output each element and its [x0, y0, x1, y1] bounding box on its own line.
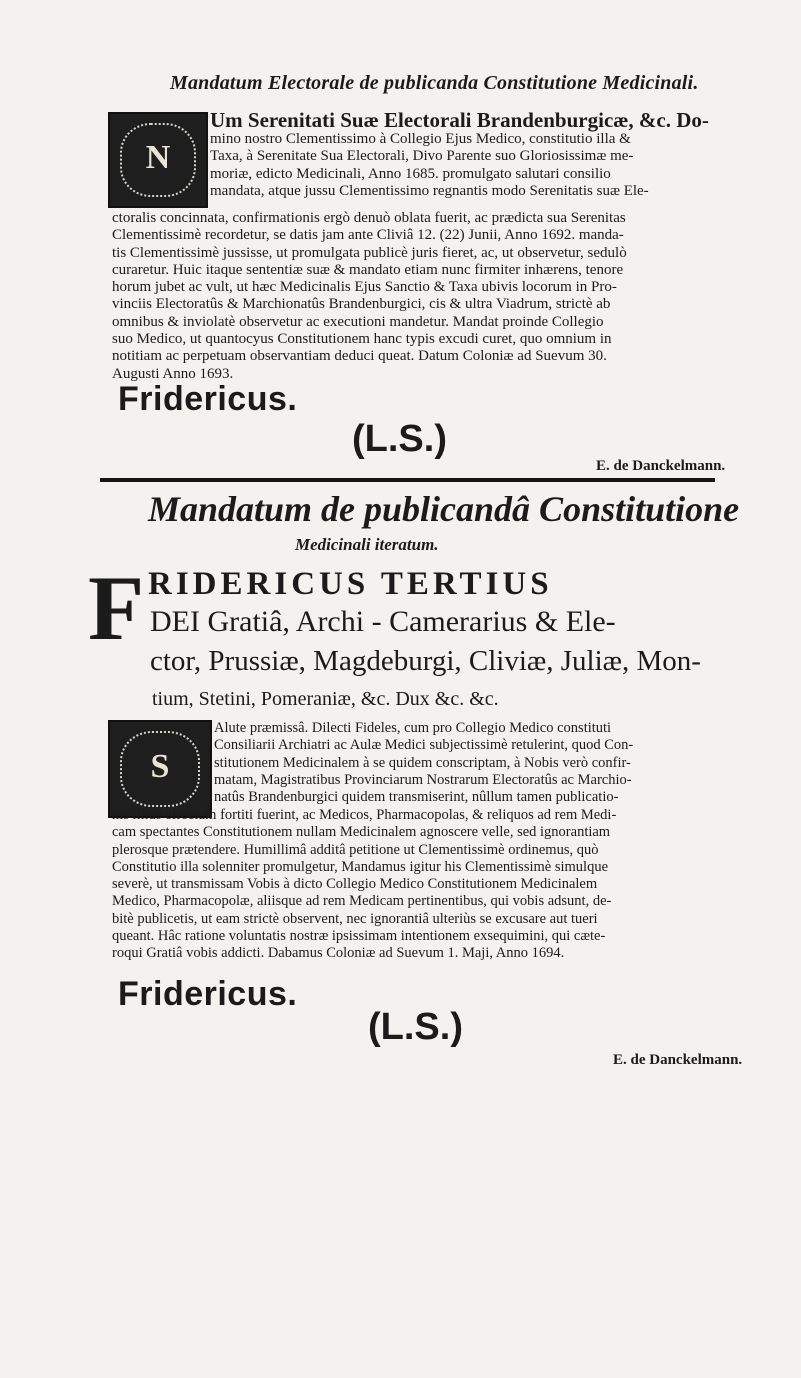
text-line: Augusti Anno 1693.	[112, 365, 234, 382]
text-line: natûs Brandenburgici quidem transmiserint, nûllum tamen publicatio-	[214, 789, 619, 806]
second-mandate-subtitle: Medicinali iteratum.	[295, 535, 439, 554]
initial-letter: S	[150, 748, 170, 786]
text-line: Constitutio illa solenniter promulgetur, Mandamus igitur his Clementissimè simulque	[112, 858, 609, 875]
ruler-style-line-3: tium, Stetini, Pomeraniæ, &c. Dux &c. &c.	[152, 688, 499, 710]
text-line: Medico, Pharmacopolæ, aliisque ad rem Medicam pertinentibus, qui vobis adsunt, de-	[112, 893, 612, 910]
text-line: suo Medico, ut quantocyus Constitutionem hanc typis excudi curet, quo omnium in	[112, 331, 612, 348]
signature-fridericus: Fridericus.	[118, 975, 298, 1013]
text-line: Alute præmissâ. Dilecti Fideles, cum pro Collegio Medico constituti	[214, 720, 612, 736]
text-line: mino nostro Clementissimo à Collegio Ejus Medico, constitutio illa &	[210, 131, 631, 147]
text-line: notitiam ac perpetuam observantiam deduci queat. Datum Coloniæ ad Suevum 30.	[112, 348, 607, 365]
signature-fridericus: Fridericus.	[118, 380, 298, 418]
ruler-style-line-2: ctor, Prussiæ, Magdeburgi, Cliviæ, Juliæ, Mon-	[150, 645, 701, 677]
countersign-danckelmann: E. de Danckelmann.	[613, 1052, 743, 1068]
text-line: omnibus & inviolatè observetur ac executioni mandetur. Mandat proinde Collegio	[112, 313, 604, 330]
text-line: severè, ut transmissam Vobis à dicto Collegio Medico Constitutionem Medicinalem	[112, 876, 598, 893]
text-line: Taxa, à Serenitate Sua Electorali, Divo Parente suo Gloriosissimæ me-	[210, 148, 634, 165]
text-line: horum jubet ac vult, ut hæc Medicinalis Ejus Sanctio & Taxa ubivis locorum in Pro-	[112, 279, 617, 296]
text-line: queant. Hâc ratione voluntatis nostræ ipsissimam intentionem exsequimini, qui cæte-	[112, 928, 606, 945]
text-line: stitutionem Medicinalem à se quidem conscriptam, à Nobis verò confir-	[214, 754, 631, 771]
first-mandate-text-indented	[210, 110, 758, 200]
seal-ls: (L.S.)	[352, 418, 447, 460]
text-line: mandata, atque jussu Clementissimo regnantis modo Serenitatis suæ Ele-	[210, 182, 649, 199]
text-line: tis Clementissimè jussisse, ut promulgata publicè juris fieret, ac, ut observetur, sedulò	[112, 244, 627, 261]
text-line: Clementissimè recordetur, se datis jam ante Cliviâ 12. (22) Junii, Anno 1692. manda-	[112, 227, 624, 244]
divider-rule	[100, 478, 715, 482]
text-line: Um Serenitati Suæ Electorali Brandenburgicæ, &c. Do-	[210, 108, 709, 132]
text-line: bitè publicetis, ut eam strictè observent, nec ignorantiâ ulteriùs se excusare aut tueri	[112, 910, 598, 927]
seal-ls: (L.S.)	[368, 1006, 463, 1048]
text-line: nis illius effectum fortiti fuerint, ac Medicos, Pharmacopolas, & reliquos ad rem Medi-	[112, 807, 617, 823]
second-mandate-text-indented	[214, 720, 758, 806]
first-mandate-text	[112, 210, 758, 383]
text-line: vinciis Electoratûs & Marchionatûs Brandenburgici, cis & ultra Viadrum, strictè ab	[112, 296, 611, 313]
second-mandate-title: Mandatum de publicandâ Constitutione	[148, 489, 740, 529]
text-line: matam, Magistratibus Provinciarum Nostrarum Electoratûs ac Marchio-	[214, 771, 632, 788]
header-title: Mandatum Electorale de publicanda Constitutione Medicinali.	[170, 72, 699, 94]
initial-letter: N	[145, 139, 171, 177]
text-line: curaretur. Huic itaque sententiæ suæ & mandato etiam nunc firmiter inhærens, tenore	[112, 261, 624, 278]
ruler-name: RIDERICUS TERTIUS	[148, 566, 553, 602]
text-line: ctoralis concinnata, confirmationis ergò denuò oblata fuerit, ac prædicta sua Serenitas	[112, 210, 626, 226]
initial-letter-ornament	[108, 112, 208, 208]
ruler-style-line-1: DEI Gratiâ, Archi - Camerarius & Ele-	[150, 605, 616, 638]
countersign-danckelmann: E. de Danckelmann.	[596, 458, 726, 474]
second-mandate-text	[112, 807, 758, 963]
text-line: cam spectantes Constitutionem nullam Medicinalem agnoscere velle, sed ignorantiam	[112, 824, 611, 841]
initial-letter-ornament	[108, 720, 212, 818]
text-line: moriæ, edicto Medicinali, Anno 1685. promulgato salutari consilio	[210, 165, 611, 182]
text-line: Consiliarii Archiatri ac Aulæ Medici subjectissimè retulerint, quod Con-	[214, 737, 634, 754]
big-initial: F	[88, 557, 145, 659]
text-line: plerosque prætendere. Humillimâ additâ petitione ut Clementissimè ordinemus, quò	[112, 841, 599, 858]
text-line: roqui Gratiâ vobis addicti. Dabamus Coloniæ ad Suevum 1. Maji, Anno 1694.	[112, 945, 565, 962]
